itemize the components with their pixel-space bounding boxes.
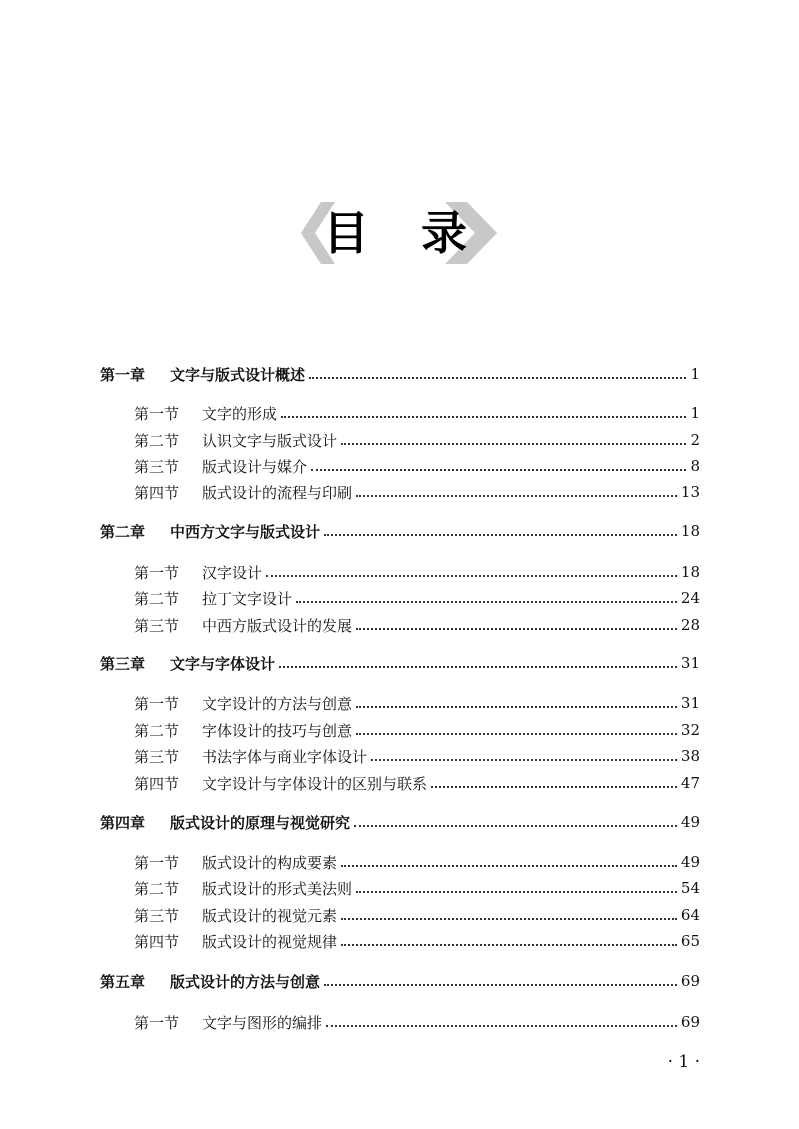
dot-leader xyxy=(266,575,677,577)
dot-leader xyxy=(281,416,686,418)
section-title: 文字的形成 xyxy=(202,404,278,423)
page-ref: 1 xyxy=(690,365,700,383)
dot-leader xyxy=(341,918,677,920)
toc-section-row xyxy=(134,587,700,609)
section-title: 版式设计与媒介 xyxy=(202,457,308,476)
section-number: 第一节 xyxy=(134,1013,180,1032)
dot-leader xyxy=(371,759,677,761)
page-ref: 28 xyxy=(680,616,700,634)
toc-chapter-row xyxy=(100,970,700,992)
toc-section-row xyxy=(134,1011,700,1033)
section-number: 第三节 xyxy=(134,616,180,635)
toc-section-row xyxy=(134,455,700,477)
section-title: 字体设计的技巧与创意 xyxy=(202,721,353,740)
section-number: 第二节 xyxy=(134,879,180,898)
page-ref: 18 xyxy=(680,563,700,581)
page-title: 目 录 xyxy=(322,206,485,260)
dot-leader xyxy=(356,733,677,735)
section-number: 第一节 xyxy=(134,404,180,423)
page-ref: 69 xyxy=(680,972,700,990)
section-number: 第一节 xyxy=(134,694,180,713)
section-title: 文字与图形的编排 xyxy=(202,1013,323,1032)
page-ref: 8 xyxy=(690,457,700,475)
toc-section-row xyxy=(134,772,700,794)
toc-section-row xyxy=(134,614,700,636)
toc-section-row xyxy=(134,481,700,503)
chapter-title: 版式设计的方法与创意 xyxy=(170,972,321,991)
section-number: 第一节 xyxy=(134,563,180,582)
chapter-title: 中西方文字与版式设计 xyxy=(170,522,321,541)
section-title: 版式设计的构成要素 xyxy=(202,853,338,872)
toc-section-row xyxy=(134,930,700,952)
section-title: 认识文字与版式设计 xyxy=(202,431,338,450)
toc-section-row xyxy=(134,692,700,714)
section-title: 拉丁文字设计 xyxy=(202,589,293,608)
page-ref: 65 xyxy=(680,932,700,950)
section-title: 版式设计的形式美法则 xyxy=(202,879,353,898)
dot-leader xyxy=(296,601,677,603)
section-number: 第四节 xyxy=(134,774,180,793)
toc-chapter-row xyxy=(100,363,700,385)
section-title: 文字设计的方法与创意 xyxy=(202,694,353,713)
chapter-title: 文字与版式设计概述 xyxy=(170,365,306,384)
section-number: 第二节 xyxy=(134,431,180,450)
chapter-number: 第一章 xyxy=(100,365,146,384)
section-number: 第一节 xyxy=(134,853,180,872)
dot-leader xyxy=(309,377,686,379)
section-title: 文字设计与字体设计的区别与联系 xyxy=(202,774,428,793)
page-ref: 69 xyxy=(680,1013,700,1031)
section-number: 第三节 xyxy=(134,457,180,476)
toc-section-row xyxy=(134,904,700,926)
toc-section-row xyxy=(134,745,700,767)
toc-section-row xyxy=(134,877,700,899)
dot-leader xyxy=(356,495,677,497)
dot-leader xyxy=(354,825,677,827)
page-ref: 31 xyxy=(680,654,700,672)
toc-chapter-row xyxy=(100,652,700,674)
dot-leader xyxy=(311,469,686,471)
toc-section-row xyxy=(134,429,700,451)
toc-section-row xyxy=(134,719,700,741)
toc-section-row xyxy=(134,561,700,583)
dot-leader xyxy=(356,891,677,893)
page-ref: 49 xyxy=(680,813,700,831)
toc-section-row xyxy=(134,851,700,873)
dot-leader xyxy=(279,666,677,668)
section-number: 第四节 xyxy=(134,932,180,951)
page-ref: 47 xyxy=(680,774,700,792)
section-number: 第三节 xyxy=(134,747,180,766)
dot-leader xyxy=(341,944,677,946)
dot-leader xyxy=(356,628,677,630)
page-ref: 49 xyxy=(680,853,700,871)
page-ref: 38 xyxy=(680,747,700,765)
chapter-number: 第四章 xyxy=(100,813,146,832)
toc-section-row xyxy=(134,402,700,424)
section-title: 版式设计的流程与印刷 xyxy=(202,483,353,502)
chapter-title: 文字与字体设计 xyxy=(170,654,276,673)
dot-leader xyxy=(324,984,677,986)
section-number: 第二节 xyxy=(134,721,180,740)
section-number: 第二节 xyxy=(134,589,180,608)
section-title: 汉字设计 xyxy=(202,563,263,582)
section-title: 中西方版式设计的发展 xyxy=(202,616,353,635)
page-ref: 18 xyxy=(680,522,700,540)
chapter-number: 第五章 xyxy=(100,972,146,991)
dot-leader xyxy=(324,534,677,536)
page-ref: 13 xyxy=(680,483,700,501)
dot-leader xyxy=(431,786,677,788)
chapter-title: 版式设计的原理与视觉研究 xyxy=(170,813,351,832)
page-ref: 54 xyxy=(680,879,700,897)
section-number: 第三节 xyxy=(134,906,180,925)
dot-leader xyxy=(356,706,677,708)
page-ref: 32 xyxy=(680,721,700,739)
toc-chapter-row xyxy=(100,811,700,833)
page-ref: 2 xyxy=(690,431,700,449)
dot-leader xyxy=(341,865,677,867)
section-title: 版式设计的视觉元素 xyxy=(202,906,338,925)
chapter-number: 第三章 xyxy=(100,654,146,673)
section-number: 第四节 xyxy=(134,483,180,502)
page-number: · 1 · xyxy=(667,1052,700,1072)
page-ref: 31 xyxy=(680,694,700,712)
page-ref: 24 xyxy=(680,589,700,607)
section-title: 版式设计的视觉规律 xyxy=(202,932,338,951)
dot-leader xyxy=(326,1025,677,1027)
chapter-number: 第二章 xyxy=(100,522,146,541)
page-ref: 1 xyxy=(690,404,700,422)
section-title: 书法字体与商业字体设计 xyxy=(202,747,368,766)
toc-chapter-row xyxy=(100,520,700,542)
dot-leader xyxy=(341,443,686,445)
page-ref: 64 xyxy=(680,906,700,924)
